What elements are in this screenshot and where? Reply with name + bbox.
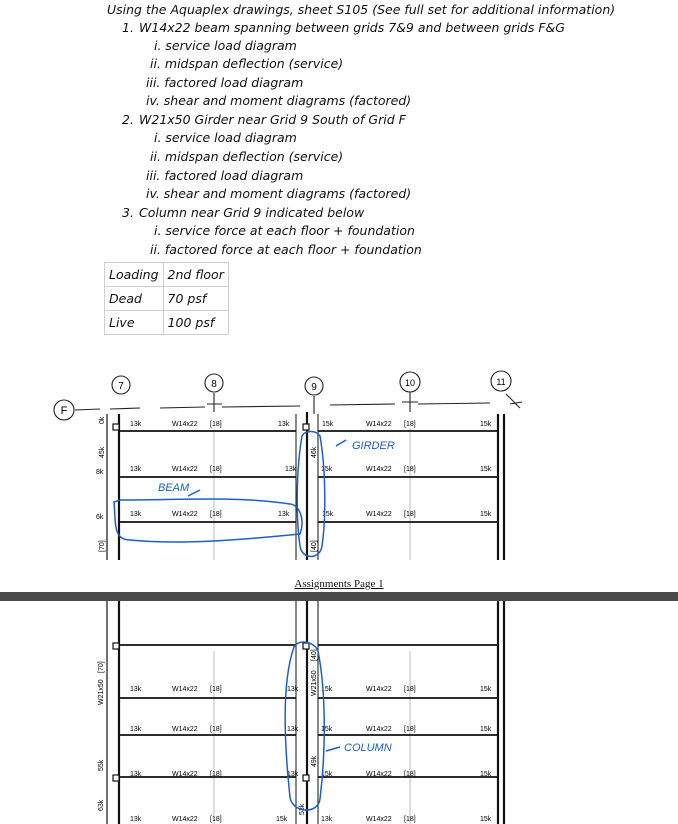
- beam-label: W14x22: [366, 466, 392, 473]
- reaction-label: 13k: [287, 771, 299, 778]
- beam-label: W14x22: [172, 686, 198, 693]
- reaction-label: 15k: [276, 816, 288, 823]
- reaction-label: 13k: [287, 726, 299, 733]
- girder-label: W21x50: [311, 670, 318, 696]
- grid-label-9: 9: [311, 382, 317, 393]
- item-1-sub-2: ii. midspan deflection (service): [150, 56, 344, 71]
- girder-label: [40]: [311, 649, 318, 661]
- beam-highlight: [114, 499, 302, 542]
- item-3-number: 3.: [122, 205, 134, 220]
- edge-label: 55k: [98, 759, 105, 771]
- reaction-label: 13k: [321, 816, 333, 823]
- reaction-label: 13k: [278, 511, 290, 518]
- item-3-sub-2: ii. factored force at each floor + foundation: [150, 242, 422, 257]
- table-cell: Live: [105, 311, 164, 335]
- table-cell: Dead: [105, 287, 164, 311]
- reaction-label: 13k: [130, 816, 142, 823]
- beam-label: W14x22: [366, 686, 392, 693]
- beam-size: [18]: [404, 686, 416, 693]
- beam-label: W14x22: [172, 511, 198, 518]
- girder-label: 53k: [299, 803, 306, 815]
- assignment-intro: Using the Aquaplex drawings, sheet S105 (See full set for additional information): [107, 2, 616, 17]
- girder-label: 46k: [311, 446, 318, 458]
- item-2-sub-2: ii. midspan deflection (service): [150, 149, 344, 164]
- beam-size: [18]: [210, 816, 222, 823]
- beam-label: W14x22: [172, 816, 198, 823]
- page-footer: Assignments Page 1: [294, 578, 384, 590]
- beam-label: W14x22: [172, 726, 198, 733]
- reaction-label: 15k: [321, 466, 333, 473]
- beam-size: [18]: [210, 421, 222, 428]
- reaction-label: 13k: [278, 421, 290, 428]
- beam-size: [18]: [210, 726, 222, 733]
- beam-size: [18]: [404, 816, 416, 823]
- column-label: W21x50: [98, 679, 105, 705]
- reaction-label: 15k: [321, 771, 333, 778]
- table-cell: 2nd floor: [163, 263, 228, 287]
- beam-label: W14x22: [172, 466, 198, 473]
- reaction-label: 15k: [322, 511, 334, 518]
- reaction-label: 13k: [130, 421, 142, 428]
- grid-label-10: 10: [404, 378, 416, 388]
- item-2-sub-4: iv. shear and moment diagrams (factored): [146, 186, 412, 201]
- beam-size: [18]: [404, 726, 416, 733]
- reaction-label: 13k: [130, 686, 142, 693]
- reaction-label: 15k: [321, 726, 333, 733]
- reaction-label: 13k: [130, 771, 142, 778]
- table-cell: 70 psf: [163, 287, 228, 311]
- grid-label-7: 7: [118, 381, 124, 392]
- reaction-label: 15k: [480, 421, 492, 428]
- beam-size: [18]: [210, 686, 222, 693]
- edge-label: 8k: [96, 469, 104, 476]
- beam-size: [18]: [404, 466, 416, 473]
- reaction-label: 15k: [322, 421, 334, 428]
- beam-size: [18]: [404, 771, 416, 778]
- beam-label: W14x22: [366, 816, 392, 823]
- grid-label-11: 11: [496, 377, 506, 387]
- edge-label: 63k: [98, 799, 105, 811]
- column-size: [70]: [98, 661, 105, 673]
- item-1-sub-3: iii. factored load diagram: [146, 75, 304, 90]
- reaction-label: 15k: [321, 686, 333, 693]
- edge-label: 0k: [99, 416, 106, 424]
- beam-size: [18]: [404, 511, 416, 518]
- table-cell: Loading: [105, 263, 164, 287]
- reaction-label: 15k: [480, 686, 492, 693]
- item-1-sub-1: i. service load diagram: [154, 38, 297, 53]
- beam-size: [18]: [210, 466, 222, 473]
- girder-label: 49k: [311, 755, 318, 767]
- edge-label: 45k: [99, 446, 106, 458]
- item-3-text: Column near Grid 9 indicated below: [139, 205, 365, 220]
- annotation-beam: BEAM: [158, 482, 190, 494]
- reaction-label: 15k: [480, 511, 492, 518]
- beam-size: [18]: [210, 511, 222, 518]
- page-separator: [0, 592, 678, 601]
- beam-label: W14x22: [172, 421, 198, 428]
- item-1-sub-4: iv. shear and moment diagrams (factored): [146, 93, 412, 108]
- reaction-label: 13k: [130, 726, 142, 733]
- beam-size: [18]: [210, 771, 222, 778]
- reaction-label: 13k: [285, 466, 297, 473]
- table-cell: 100 psf: [163, 311, 228, 335]
- item-2-number: 2.: [122, 112, 134, 127]
- grid-label-8: 8: [211, 379, 217, 390]
- page-2: [0, 601, 678, 824]
- reaction-label: 15k: [480, 771, 492, 778]
- reaction-label: 15k: [480, 466, 492, 473]
- reaction-label: 13k: [130, 511, 142, 518]
- grid-label-F: F: [60, 405, 68, 417]
- edge-label: 6k: [96, 514, 104, 521]
- beam-label: W14x22: [366, 726, 392, 733]
- annotation-column: COLUMN: [344, 742, 392, 754]
- beam-label: W14x22: [172, 771, 198, 778]
- framing-plan-bottom: [0, 601, 678, 824]
- girder-label: [40]: [311, 540, 318, 552]
- item-1-text: W14x22 beam spanning between grids 7&9 and between grids F&G: [139, 20, 565, 35]
- beam-label: W14x22: [366, 771, 392, 778]
- item-2-sub-1: i. service load diagram: [154, 130, 297, 145]
- item-1-number: 1.: [122, 20, 134, 35]
- reaction-label: 15k: [480, 816, 492, 823]
- reaction-label: 15k: [480, 726, 492, 733]
- beam-label: W14x22: [366, 511, 392, 518]
- item-2-text: W21x50 Girder near Grid 9 South of Grid F: [139, 112, 406, 127]
- item-2-sub-3: iii. factored load diagram: [146, 168, 304, 183]
- edge-label: [70]: [99, 540, 106, 552]
- reaction-label: 13k: [287, 686, 299, 693]
- item-3-sub-1: i. service force at each floor + foundation: [154, 223, 415, 238]
- beam-size: [18]: [404, 421, 416, 428]
- reaction-label: 13k: [130, 466, 142, 473]
- annotation-girder: GIRDER: [352, 440, 395, 452]
- beam-label: W14x22: [366, 421, 392, 428]
